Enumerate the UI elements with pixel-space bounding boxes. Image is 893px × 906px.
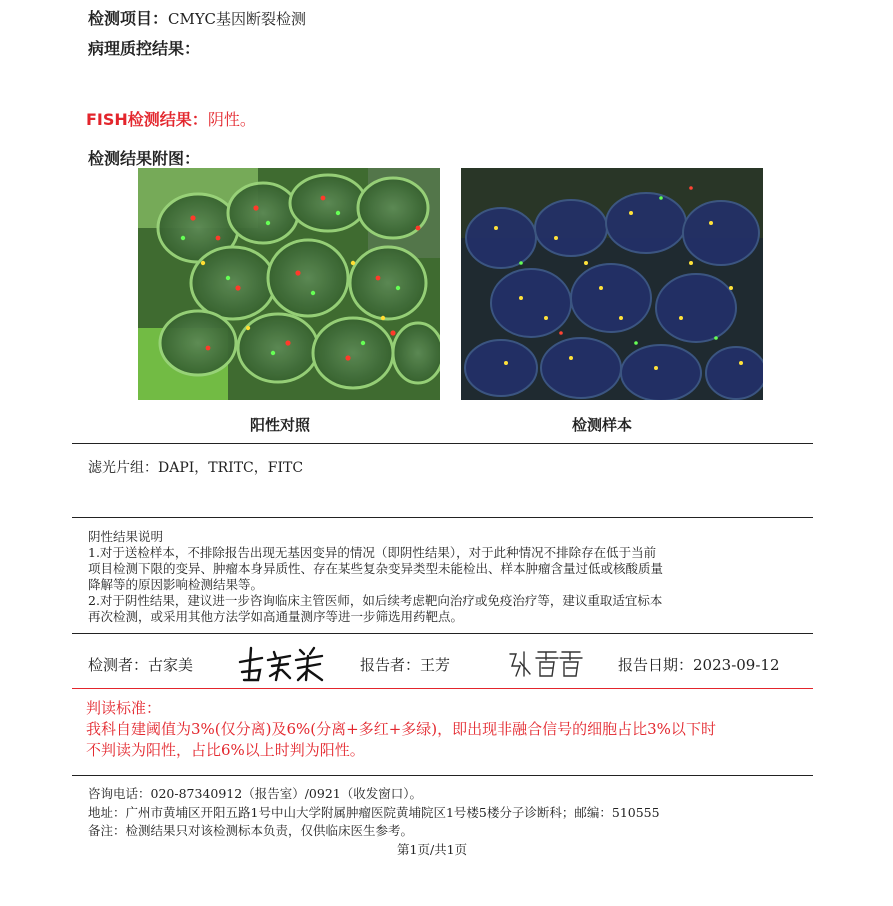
notes-line: 降解等的原因影响检测结果等。 xyxy=(88,577,264,592)
report-date-value: 2023-09-12 xyxy=(693,656,780,674)
page-number: 第1页/共1页 xyxy=(397,842,468,857)
reporter-row xyxy=(360,654,450,675)
criteria-line: 我科自建阈值为3%(仅分离)及6%(分离+多红+多绿)，即出现非融合信号的细胞占比3%以下时 xyxy=(86,720,716,738)
filter-set-text: 滤光片组：DAPI，TRITC，FITC xyxy=(88,460,304,476)
positive-control-image xyxy=(138,168,440,400)
test-item-label: 检测项目： xyxy=(88,9,169,28)
report-date-row xyxy=(618,654,780,675)
notes-line: 再次检测，或采用其他方法学如高通量测序等进一步筛选用药靶点。 xyxy=(88,609,464,624)
fish-result-label: FISH检测结果： xyxy=(86,110,208,129)
reporter-signature xyxy=(506,648,586,684)
tester-signature xyxy=(236,644,326,688)
notes-title: 阴性结果说明 xyxy=(88,529,164,544)
test-item-row xyxy=(88,6,306,29)
test-item-value: CMYC基因断裂检测 xyxy=(168,10,306,28)
figure-label: 检测结果附图： xyxy=(88,149,201,168)
tester-label: 检测者： xyxy=(88,656,149,674)
notes-line: 1.对于送检样本，不排除报告出现无基因变异的情况（即阴性结果），对于此种情况不排除存在低于当前 xyxy=(88,545,657,560)
test-sample-image xyxy=(461,168,763,400)
criteria-title: 判读标准： xyxy=(86,699,162,717)
divider-line xyxy=(72,775,813,776)
notes-line: 项目检测下限的变异、肿瘤本身异质性、存在某些复杂变异类型未能检出、样本肿瘤含量过低或核酸质量 xyxy=(88,561,664,576)
fish-result-value: 阴性。 xyxy=(207,110,256,129)
footer-remark: 备注：检测结果只对该检测标本负责，仅供临床医生参考。 xyxy=(88,823,414,838)
divider-line xyxy=(72,443,813,444)
criteria-line: 不判读为阳性，占比6%以上时判为阳性。 xyxy=(86,741,365,759)
tester-row xyxy=(88,654,193,675)
report-date-label: 报告日期： xyxy=(618,656,694,674)
positive-control-caption: 阳性对照 xyxy=(250,416,311,434)
qc-result-label: 病理质控结果： xyxy=(88,39,201,58)
reporter-label: 报告者： xyxy=(360,656,421,674)
divider-line xyxy=(72,633,813,634)
tester-name: 古家美 xyxy=(148,656,194,674)
fish-result-row xyxy=(86,107,256,130)
reporter-name: 王芳 xyxy=(420,656,451,674)
divider-line xyxy=(72,517,813,518)
footer-phone: 咨询电话：020-87340912（报告室）/0921（收发窗口）。 xyxy=(88,786,422,801)
criteria-divider-line xyxy=(72,688,813,689)
notes-line: 2.对于阴性结果，建议进一步咨询临床主管医师，如后续考虑靶向治疗或免疫治疗等，建议重取适宜标本 xyxy=(88,593,663,608)
footer-address: 地址：广州市黄埔区开阳五路1号中山大学附属肿瘤医院黄埔院区1号楼5楼分子诊断科；邮编：510555 xyxy=(88,805,660,820)
test-sample-caption: 检测样本 xyxy=(572,416,633,434)
negative-result-notes xyxy=(88,529,663,625)
